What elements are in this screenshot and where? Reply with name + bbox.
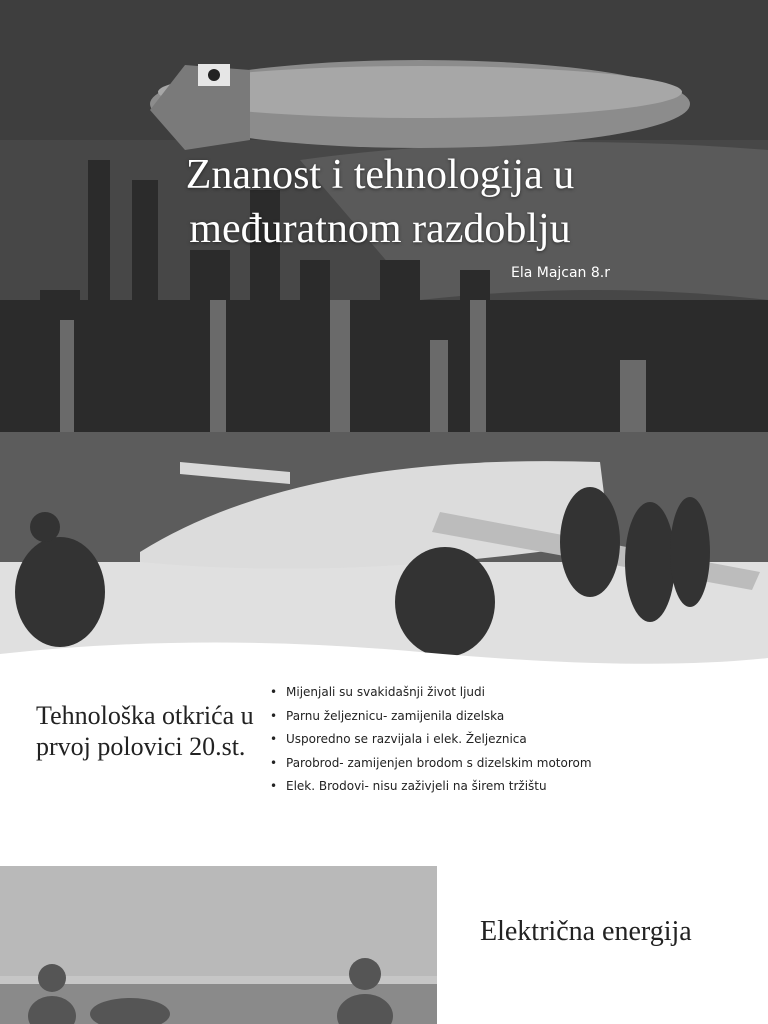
people-photo (0, 866, 437, 1024)
bullet-list (270, 682, 750, 800)
list-item: • Elek. Brodovi- nisu zaživjeli na širem tržištu (270, 776, 750, 800)
content-slide (0, 432, 768, 857)
rocket-photo (0, 432, 768, 672)
author-name: Ela Majcan 8.r (510, 265, 610, 281)
title-slide (0, 0, 768, 432)
list-item: • Usporedno se razvijala i elek. Željeznica (270, 729, 750, 753)
section-heading: Električna energija (480, 916, 692, 947)
section-slide (0, 866, 768, 1024)
slide-title: Znanost i tehnologija u međuratnom razdoblju (185, 152, 575, 252)
list-item: • Parnu željeznicu- zamijenila dizelska (270, 706, 750, 730)
list-item: • Mijenjali su svakidašnji život ljudi (270, 682, 750, 706)
section-heading: Tehnološka otkrića u prvoj polovici 20.st. (36, 701, 254, 761)
list-item: • Parobrod- zamijenjen brodom s dizelskim motorom (270, 753, 750, 777)
